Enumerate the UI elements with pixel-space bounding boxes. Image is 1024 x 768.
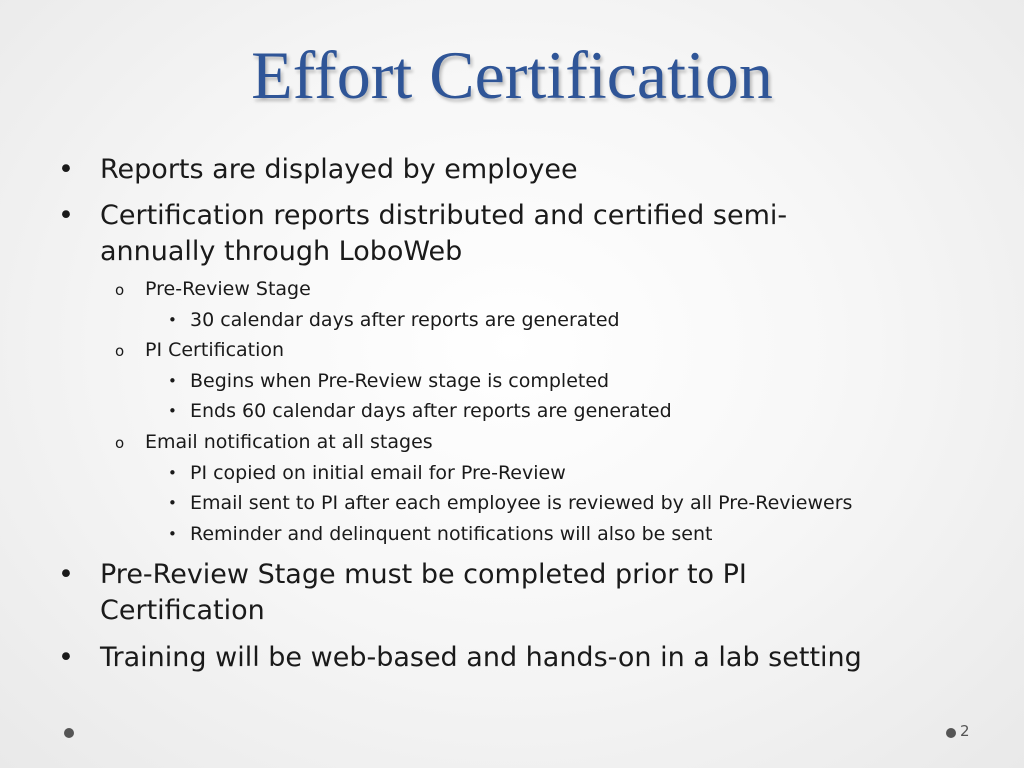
bullet-text: Reports are displayed by employee — [100, 154, 578, 185]
bullet-marker: • — [58, 200, 74, 231]
sub-sub-bullet-item — [168, 308, 620, 332]
slide-title: Effort Certification — [251, 37, 773, 113]
sub-sub-bullet-text: 30 calendar days after reports are generated — [190, 309, 620, 331]
bullet-text: Certification reports distributed and certified semi-annually through LoboWeb — [100, 200, 788, 267]
bullet-text: Training will be web-based and hands-on in a lab setting — [100, 642, 862, 673]
sub-sub-bullet-item — [168, 491, 853, 515]
bullet-marker: • — [58, 642, 74, 673]
sub-bullet-item — [115, 430, 433, 454]
sub-sub-bullet-marker: • — [168, 402, 177, 420]
sub-bullet-item — [115, 338, 285, 362]
sub-sub-bullet-marker: • — [168, 464, 177, 482]
bullet-item — [58, 640, 980, 676]
sub-sub-bullet-text: Ends 60 calendar days after reports are generated — [190, 400, 672, 422]
sub-bullet-marker: o — [115, 434, 125, 452]
decorative-dot-left — [64, 728, 74, 738]
sub-bullet-marker: o — [115, 281, 125, 299]
sub-bullet-marker: o — [115, 342, 125, 360]
bullet-item — [58, 152, 980, 188]
sub-sub-bullet-marker: • — [168, 311, 177, 329]
bullet-marker: • — [58, 559, 74, 590]
sub-sub-bullet-marker: • — [168, 494, 177, 512]
page-number: 2 — [960, 722, 970, 740]
sub-sub-bullet-text: PI copied on initial email for Pre-Review — [190, 462, 566, 484]
sub-bullet-text: PI Certification — [145, 339, 285, 361]
bullet-item — [58, 557, 860, 629]
sub-sub-bullet-marker: • — [168, 372, 177, 390]
sub-sub-bullet-item — [168, 369, 610, 393]
sub-sub-bullet-item — [168, 461, 566, 485]
sub-sub-bullet-item — [168, 399, 672, 423]
decorative-dot-right — [946, 728, 956, 738]
bullet-marker: • — [58, 154, 74, 185]
bullet-item — [58, 198, 900, 270]
sub-bullet-text: Email notification at all stages — [145, 431, 433, 453]
sub-sub-bullet-text: Email sent to PI after each employee is reviewed by all Pre-Reviewers — [190, 492, 853, 514]
sub-bullet-item — [115, 277, 311, 301]
sub-sub-bullet-marker: • — [168, 525, 177, 543]
sub-sub-bullet-text: Begins when Pre-Review stage is completed — [190, 370, 610, 392]
sub-sub-bullet-text: Reminder and delinquent notifications will also be sent — [190, 523, 713, 545]
sub-bullet-text: Pre-Review Stage — [145, 278, 311, 300]
sub-sub-bullet-item — [168, 522, 713, 546]
bullet-text: Pre-Review Stage must be completed prior to PI Certification — [100, 559, 747, 626]
